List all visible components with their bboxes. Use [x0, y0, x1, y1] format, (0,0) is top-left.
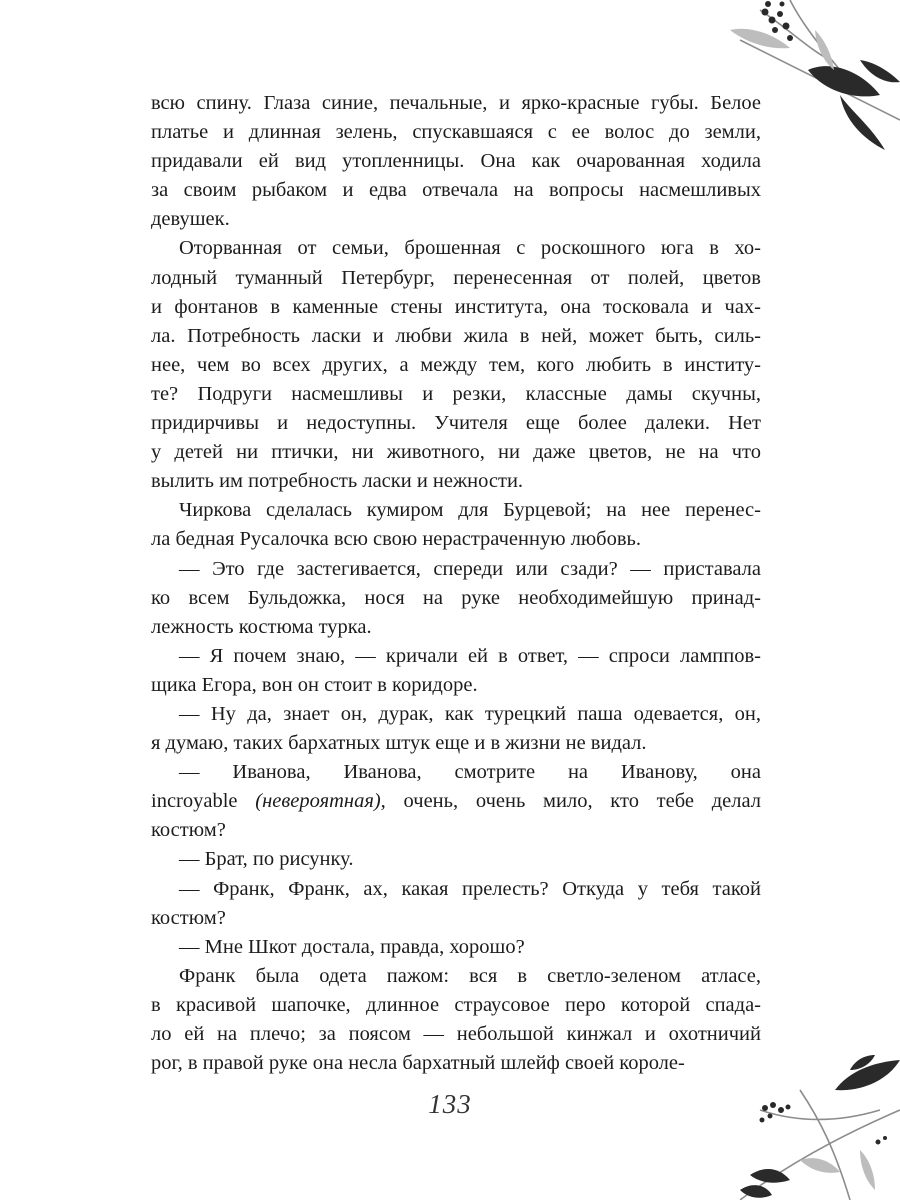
text-line: — Франк, Франк, ах, какая прелесть? Откуда у тебя такой — [179, 877, 761, 900]
text-line: лодный туманный Петербург, перенесенная от полей, цветов — [151, 266, 761, 289]
text-line: — Это где застегивается, спереди или сзади? — приставала — [179, 557, 761, 580]
text-line: Чиркова сделалась кумиром для Бурцевой; на нее перенес- — [179, 499, 761, 522]
text-line: те? Подруги насмешливы и резки, классные дамы скучны, — [151, 382, 761, 405]
text-line: Оторванная от семьи, брошенная с роскошного юга в хо- — [179, 237, 761, 260]
branch-ornament-bottom-right — [740, 1050, 900, 1200]
text-line: девушек. — [151, 208, 230, 231]
text-line: я думаю, таких бархатных штук еще и в жизни не видал. — [151, 732, 647, 755]
text-line: придавали ей вид утопленницы. Она как очарованная ходила — [151, 150, 761, 173]
text-line: нее, чем во всех других, а между тем, кого любить в институ- — [151, 353, 761, 376]
text-line: — Я почем знаю, — кричали ей в ответ, — спроси ламппов- — [179, 644, 761, 667]
text-line: у детей ни птички, ни животного, ни даже цветов, не на что — [151, 441, 761, 464]
text-line: придирчивы и недоступны. Учителя еще более далеки. Нет — [151, 412, 761, 435]
body-text — [151, 89, 761, 1078]
text-line: в красивой шапочке, длинное страусовое перо которой спада- — [151, 993, 761, 1016]
text-line — [151, 787, 761, 816]
text-line: щика Егора, вон он стоит в коридоре. — [151, 673, 478, 696]
text-segment: incroyable — [151, 790, 256, 813]
text-line: костюм? — [151, 906, 226, 929]
text-line: Франк была одета пажом: вся в светло-зеленом атласе, — [179, 964, 761, 987]
text-line: за своим рыбаком и едва отвечала на вопросы насмешливых — [151, 179, 761, 202]
text-line: ла. Потребность ласки и любви жила в ней, может быть, силь- — [151, 324, 761, 347]
text-line: — Ну да, знает он, дурак, как турецкий паша одевается, он, — [179, 702, 761, 725]
text-line: и фонтанов в каменные стены института, она тосковала и чах- — [151, 295, 761, 318]
text-line: костюм? — [151, 819, 226, 842]
text-segment: очень, очень мило, кто тебе делал — [385, 790, 761, 813]
text-line: всю спину. Глаза синие, печальные, и ярко-красные губы. Белое — [151, 92, 761, 114]
text-line: ла бедная Русалочка всю свою нерастраченную любовь. — [151, 528, 642, 551]
text-line: вылить им потребность ласки и нежности. — [151, 470, 524, 493]
text-line: рог, в правой руке она несла бархатный шлейф своей короле- — [151, 1052, 685, 1075]
text-line: — Иванова, Иванова, смотрите на Иванову, она — [179, 761, 761, 784]
text-line: ко всем Бульдожка, нося на руке необходимейшую принад- — [151, 586, 761, 609]
italic-translation: (невероятная), — [255, 790, 386, 813]
page-number: 133 — [428, 1089, 472, 1119]
text-line: платье и длинная зелень, спускавшаяся с ее волос до земли, — [151, 121, 761, 144]
text-line: — Мне Шкот достала, правда, хорошо? — [179, 935, 525, 958]
text-line: — Брат, по рисунку. — [179, 848, 354, 871]
text-line: лежность костюма турка. — [151, 615, 372, 638]
text-line: ло ей на плечо; за поясом — небольшой кинжал и охотничий — [151, 1023, 761, 1045]
